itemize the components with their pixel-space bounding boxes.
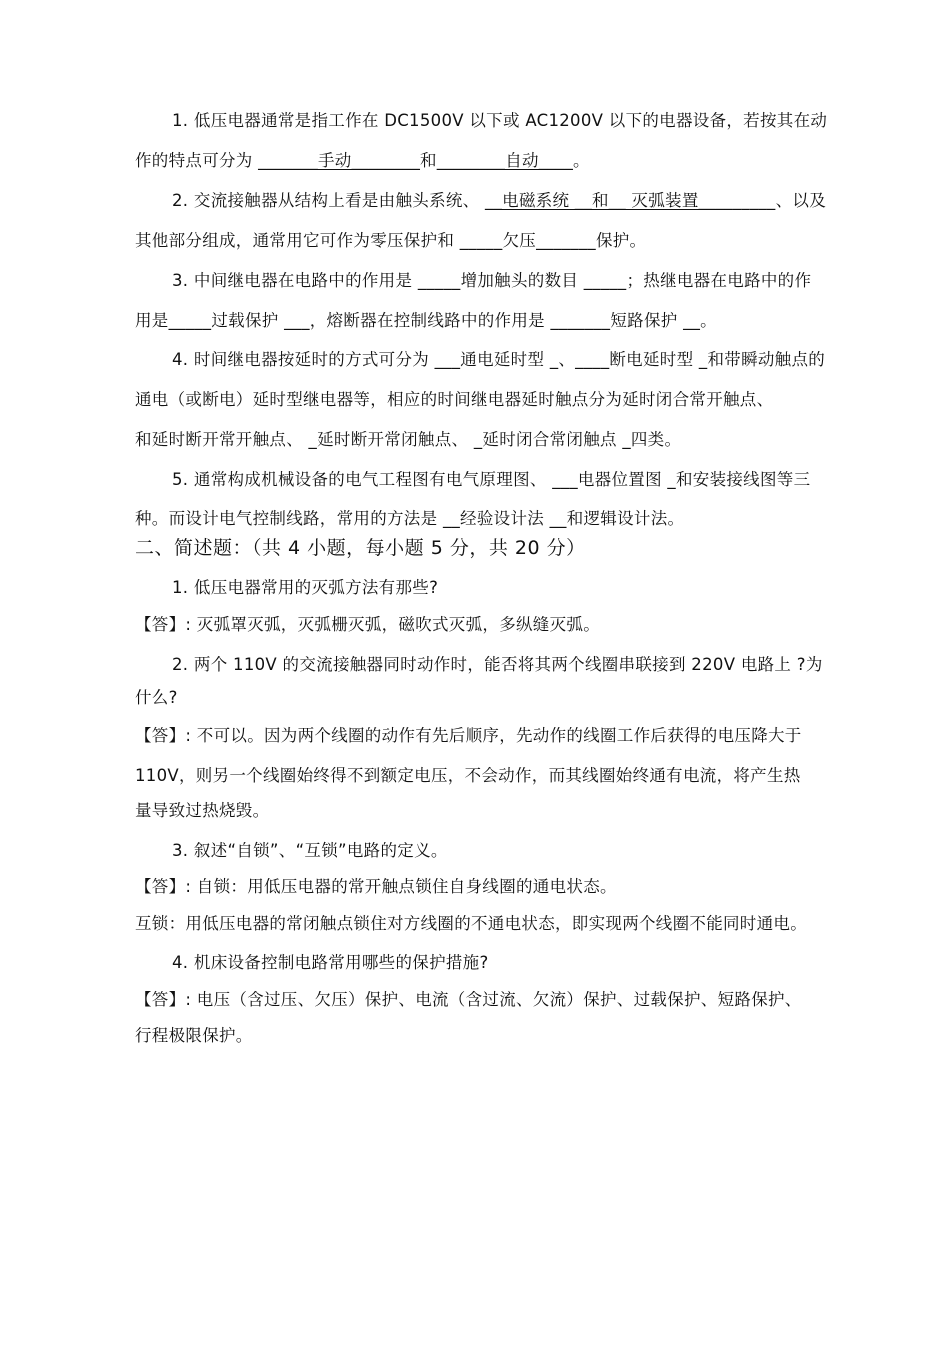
s2-q2-answer-line-3: 量导致过热烧毁。 — [135, 801, 270, 820]
s2-q2-question-line-2: 什么? — [135, 688, 178, 707]
q3-line-1: 3. 中间继电器在电路中的作用是 _____增加触头的数目 _____；热继电器在电路中的作 — [172, 271, 812, 290]
q2-text-a: 2. 交流接触器从结构上看是由触头系统、 — [172, 191, 486, 210]
q2-line-1 — [172, 190, 826, 212]
q1-text-c: 。 — [573, 151, 590, 170]
q1-line-2 — [135, 150, 590, 172]
q1-answer-manual: _______手动________ — [258, 151, 421, 170]
q5-line-2: 种。而设计电气控制线路，常用的方法是 __经验设计法 __和逻辑设计法。 — [135, 509, 685, 528]
s2-q2-answer-line-2: 110V，则另一个线圈始终得不到额定电压，不会动作，而其线圈始终通有电流，将产生热 — [135, 766, 801, 785]
q1-text-b: 和 — [420, 151, 437, 170]
s2-q2-question-line-1: 2. 两个 110V 的交流接触器同时动作时，能否将其两个线圈串联接到 220V 电路上 ?为 — [172, 655, 823, 674]
s2-q1-question: 1. 低压电器常用的灭弧方法有那些? — [172, 578, 439, 597]
s2-q3-answer-line-2: 互锁：用低压电器的常闭触点锁住对方线圈的不通电状态，即实现两个线圈不能同时通电。 — [135, 914, 807, 933]
q2-text-b: _____、以及 — [732, 191, 826, 210]
s2-q1-answer: 【答】: 灭弧罩灭弧，灭弧栅灭弧，磁吹式灭弧，多纵缝灭弧。 — [135, 615, 601, 634]
q5-line-1: 5. 通常构成机械设备的电气工程图有电气原理图、 ___电器位置图 _和安装接线图等三 — [172, 470, 811, 489]
s2-q2-answer-line-1: 【答】: 不可以。因为两个线圈的动作有先后顺序，先动作的线圈工作后获得的电压降大于 — [135, 726, 802, 745]
s2-q3-answer-line-1: 【答】: 自锁：用低压电器的常开触点锁住自身线圈的通电状态。 — [135, 877, 617, 896]
q4-line-2: 通电（或断电）延时型继电器等，相应的时间继电器延时触点分为延时闭合常开触点、 — [135, 390, 774, 409]
s2-q4-question: 4. 机床设备控制电路常用哪些的保护措施? — [172, 953, 489, 972]
q1-answer-auto: ________自动____ — [436, 151, 574, 170]
q1-text-a: 作的特点可分为 — [135, 151, 259, 170]
s2-q3-question: 3. 叙述“自锁”、“互锁”电路的定义。 — [172, 841, 448, 860]
section-2-heading: 二、简述题：（共 4 小题，每小题 5 分，共 20 分） — [135, 537, 586, 559]
q2-answer-blanks: __电磁系统 __和__ 灭弧装置____ — [485, 191, 733, 210]
q4-line-1: 4. 时间继电器按延时的方式可分为 ___通电延时型 _、____断电延时型 _和带瞬动触点的 — [172, 350, 826, 369]
s2-q4-answer-line-1: 【答】: 电压（含过压、欠压）保护、电流（含过流、欠流）保护、过载保护、短路保护、 — [135, 990, 802, 1009]
q1-line-1: 1. 低压电器通常是指工作在 DC1500V 以下或 AC1200V 以下的电器设备，若按其在动 — [172, 111, 828, 130]
q3-line-2: 用是_____过载保护 ___，熔断器在控制线路中的作用是 _______短路保护 __。 — [135, 311, 717, 330]
q2-line-2: 其他部分组成，通常用它可作为零压保护和 _____欠压_______保护。 — [135, 231, 647, 250]
s2-q4-answer-line-2: 行程极限保护。 — [135, 1026, 253, 1045]
q4-line-3: 和延时断开常开触点、 _延时断开常闭触点、 _延时闭合常闭触点 _四类。 — [135, 430, 682, 449]
